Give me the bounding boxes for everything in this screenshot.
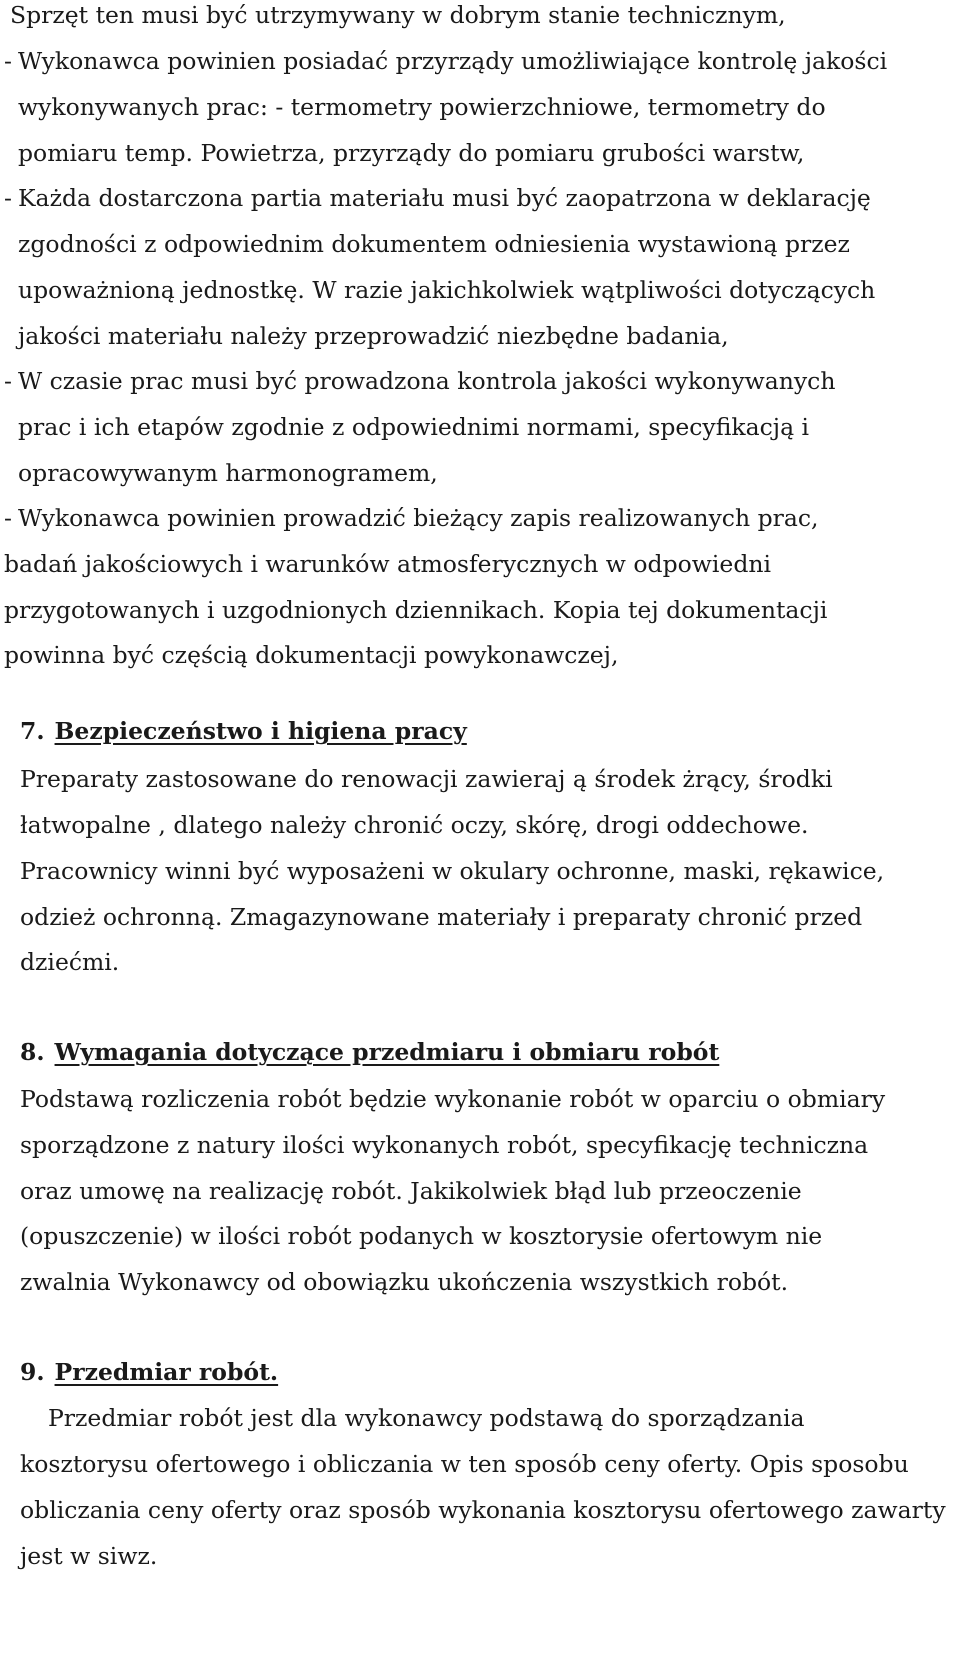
section-7-line-1: Preparaty zastosowane do renowacji zawieraj ą środek żrący, środki xyxy=(20,765,833,793)
bullet-4-line-3: przygotowanych i uzgodnionych dziennikach. Kopia tej dokumentacji xyxy=(4,596,828,624)
section-8-line-1: Podstawą rozliczenia robót będzie wykonanie robót w oparciu o obmiary xyxy=(20,1085,886,1113)
section-9-line-1: Przedmiar robót jest dla wykonawcy podstawą do sporządzania xyxy=(48,1404,805,1432)
bullet-1-line-1: Wykonawca powinien posiadać przyrządy umożliwiające kontrolę jakości xyxy=(18,47,888,75)
section-7-line-5: dziećmi. xyxy=(20,948,120,976)
section-9-line-3: obliczania ceny oferty oraz sposób wykonania kosztorysu ofertowego zawarty xyxy=(20,1496,946,1524)
section-8-line-5: zwalnia Wykonawcy od obowiązku ukończenia wszystkich robót. xyxy=(20,1268,789,1296)
section-9-line-2: kosztorysu ofertowego i obliczania w ten sposób ceny oferty. Opis sposobu xyxy=(20,1450,909,1478)
bullet-3-line-3: opracowywanym harmonogramem, xyxy=(18,459,438,487)
bullet-dash: - xyxy=(4,504,12,532)
bullet-dash: - xyxy=(4,367,12,395)
section-number: 7. xyxy=(20,717,45,745)
bullet-4-line-2: badań jakościowych i warunków atmosferycznych w odpowiedni xyxy=(4,550,772,578)
bullet-2-line-4: jakości materiału należy przeprowadzić niezbędne badania, xyxy=(18,322,729,350)
section-8-heading xyxy=(20,1037,719,1067)
bullet-4-line-4: powinna być częścią dokumentacji powykonawczej, xyxy=(4,641,619,669)
bullet-2-line-3: upoważnioną jednostkę. W razie jakichkolwiek wątpliwości dotyczących xyxy=(18,276,876,304)
bullet-2-line-1: Każda dostarczona partia materiału musi być zaopatrzona w deklarację xyxy=(18,184,871,212)
section-8-line-3: oraz umowę na realizację robót. Jakikolwiek błąd lub przeoczenie xyxy=(20,1177,802,1205)
section-number: 9. xyxy=(20,1358,45,1386)
section-9-line-4: jest w siwz. xyxy=(20,1542,158,1570)
bullet-3-line-1: W czasie prac musi być prowadzona kontrola jakości wykonywanych xyxy=(18,367,836,395)
section-9-heading xyxy=(20,1357,278,1387)
bullet-2-line-2: zgodności z odpowiednim dokumentem odniesienia wystawioną przez xyxy=(18,230,850,258)
section-7-heading xyxy=(20,716,467,746)
section-8-line-2: sporządzone z natury ilości wykonanych robót, specyfikację techniczna xyxy=(20,1131,869,1159)
section-7-line-3: Pracownicy winni być wyposażeni w okulary ochronne, maski, rękawice, xyxy=(20,857,885,885)
section-title: Bezpieczeństwo i higiena pracy xyxy=(54,717,467,745)
bullet-dash: - xyxy=(4,184,12,212)
bullet-dash: - xyxy=(4,47,12,75)
section-7-line-2: łatwopalne , dlatego należy chronić oczy, skórę, drogi oddechowe. xyxy=(20,811,809,839)
bullet-3-line-2: prac i ich etapów zgodnie z odpowiednimi normami, specyfikacją i xyxy=(18,413,810,441)
section-title: Przedmiar robót. xyxy=(54,1358,279,1386)
section-title: Wymagania dotyczące przedmiaru i obmiaru robót xyxy=(54,1038,720,1066)
bullet-1-line-2: wykonywanych prac: - termometry powierzchniowe, termometry do xyxy=(18,93,826,121)
bullet-4-line-1: Wykonawca powinien prowadzić bieżący zapis realizowanych prac, xyxy=(18,504,819,532)
bullet-1-line-3: pomiaru temp. Powietrza, przyrządy do pomiaru grubości warstw, xyxy=(18,139,805,167)
section-8-line-4: (opuszczenie) w ilości robót podanych w kosztorysie ofertowym nie xyxy=(20,1222,823,1250)
section-7-line-4: odzież ochronną. Zmagazynowane materiały i preparaty chronić przed xyxy=(20,903,863,931)
section-number: 8. xyxy=(20,1038,45,1066)
equipment-maintenance-line: Sprzęt ten musi być utrzymywany w dobrym stanie technicznym, xyxy=(10,1,786,29)
